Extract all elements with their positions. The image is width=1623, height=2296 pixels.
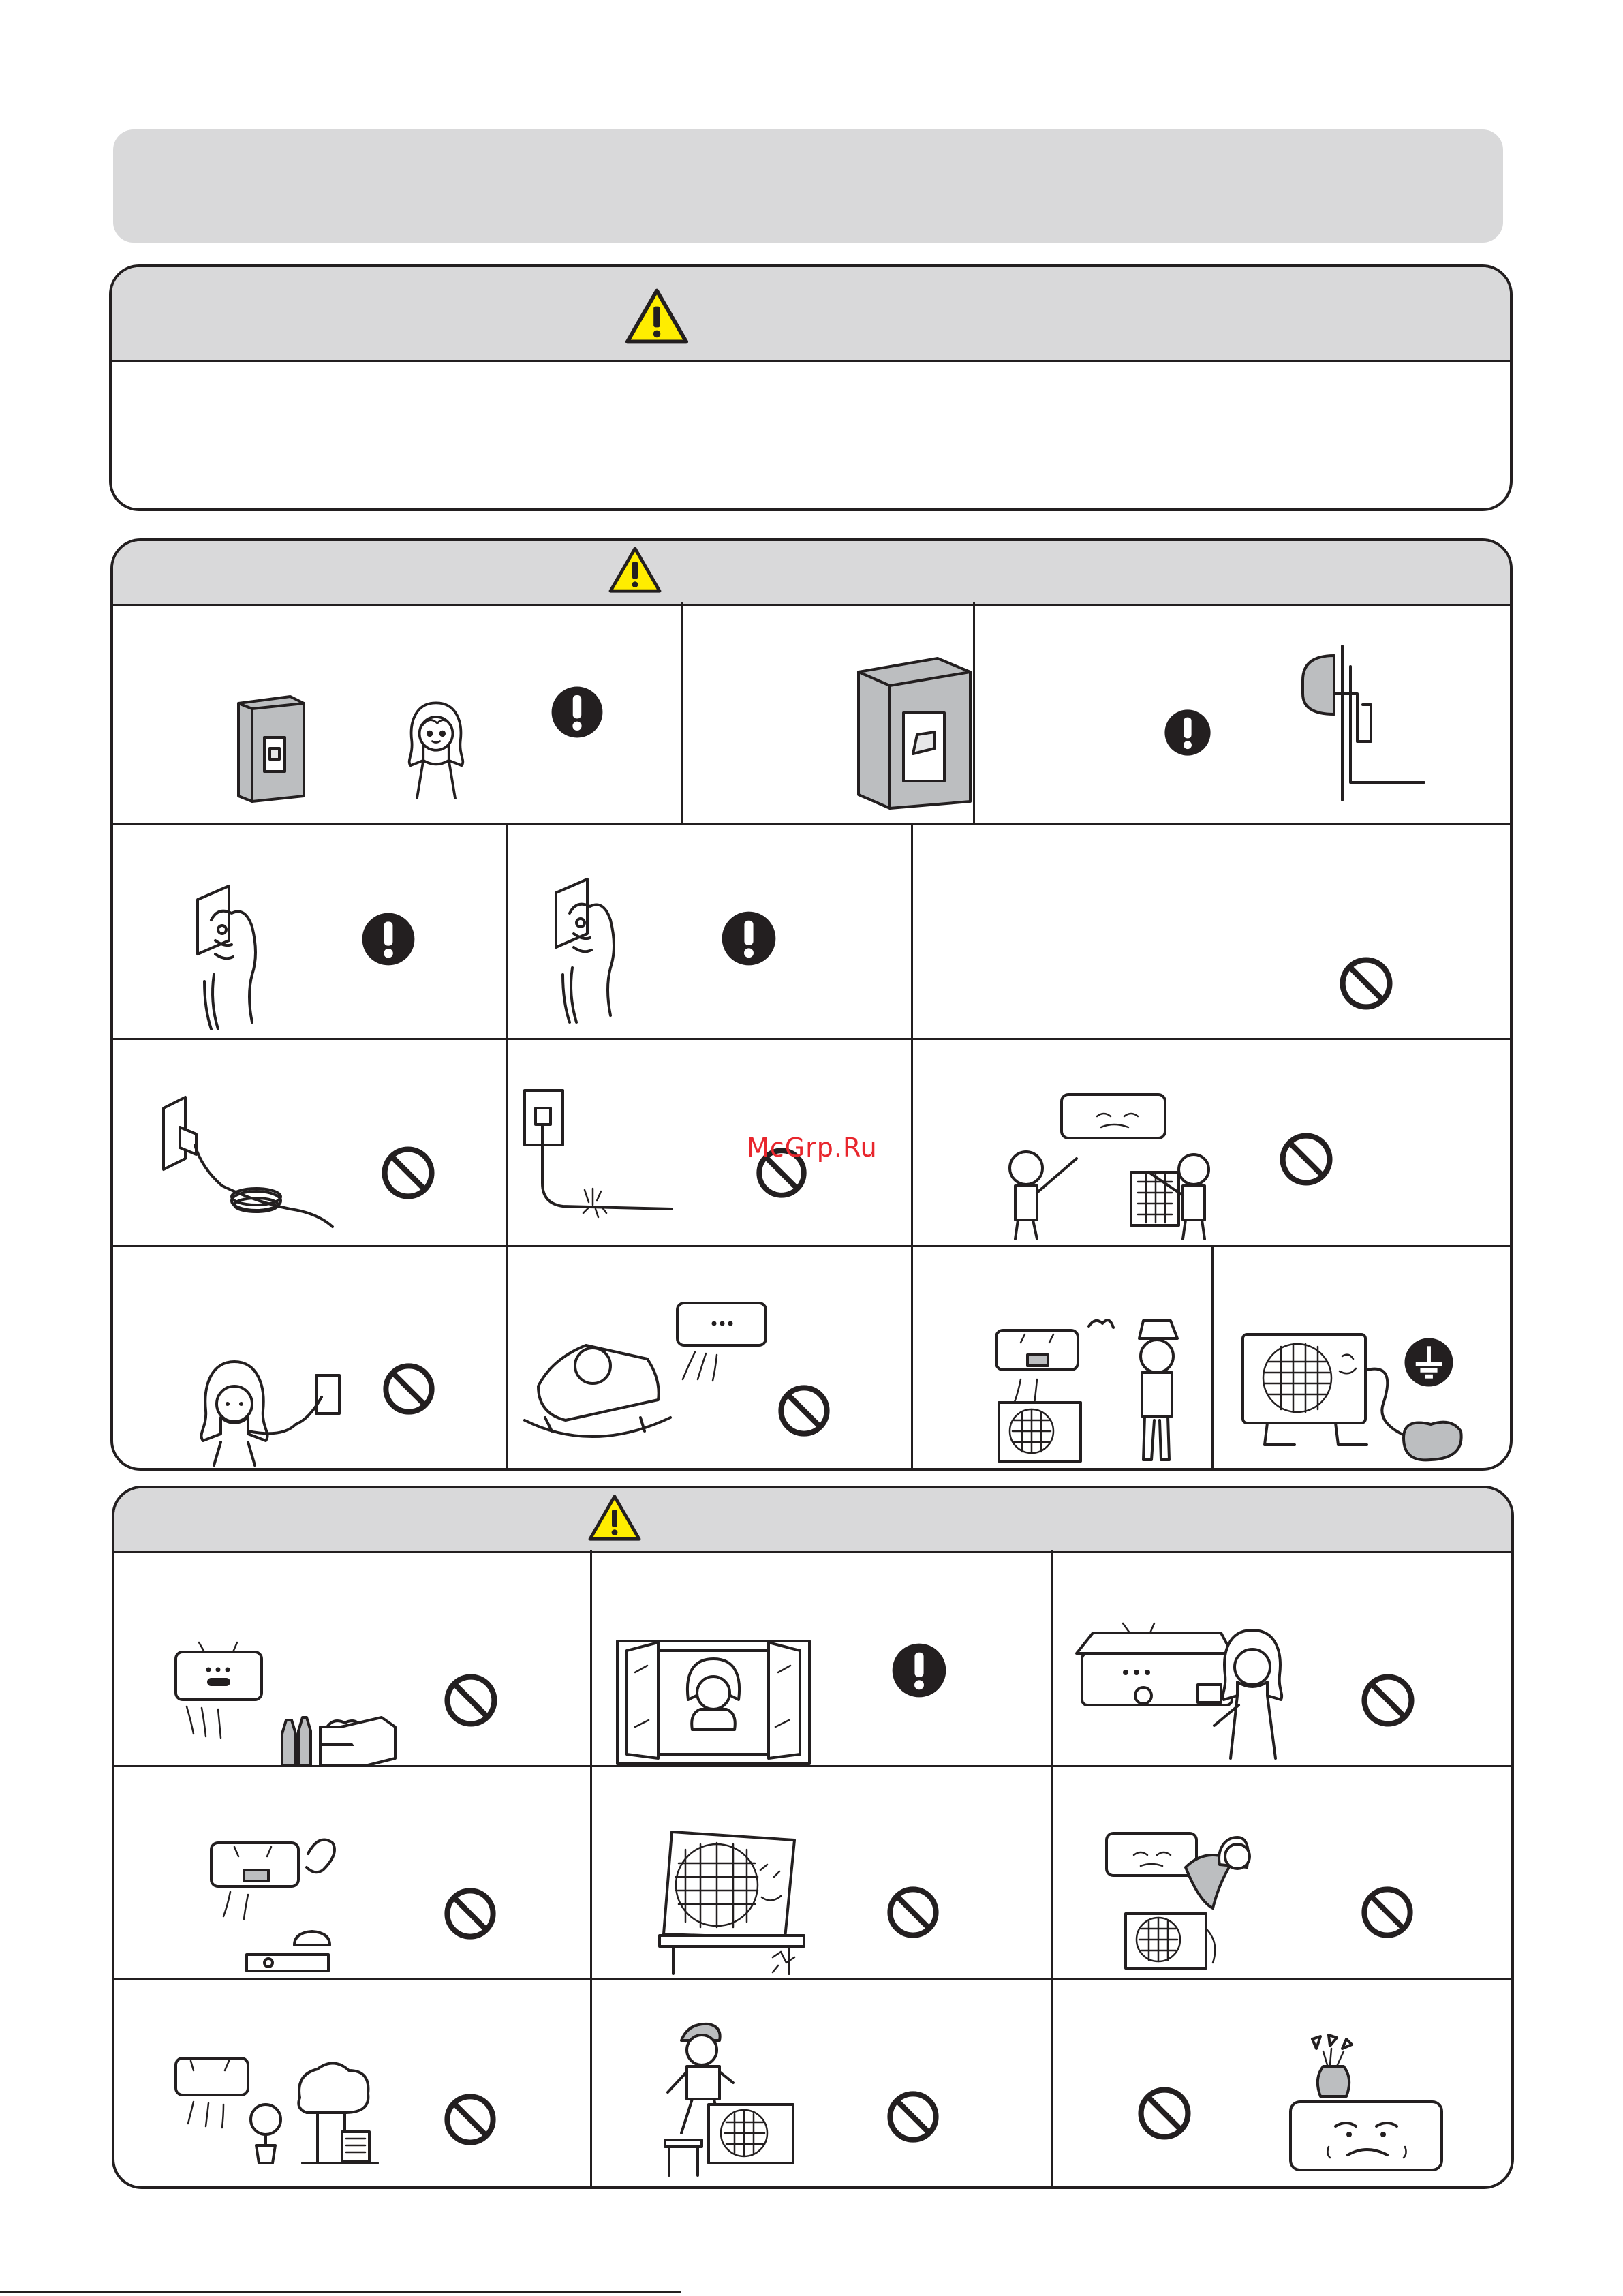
grid-line — [1211, 1245, 1214, 1469]
hand-on-plug-icon — [549, 872, 631, 1022]
child-climbing-icon — [654, 2017, 797, 2175]
footer-rule — [0, 2291, 681, 2293]
grid-line — [112, 1245, 1511, 1247]
circuit-breaker-icon — [856, 652, 973, 811]
prohibited-icon — [443, 2092, 497, 2147]
girl-with-unit-icon — [1068, 1623, 1300, 1760]
grid-line — [1051, 1550, 1053, 2187]
prohibited-icon — [1137, 2085, 1192, 2141]
grid-line — [506, 823, 508, 1469]
plants-icon — [173, 2050, 394, 2164]
caution-box-header — [114, 1488, 1511, 1553]
prohibited-icon — [1360, 1672, 1416, 1728]
prohibited-icon — [777, 1383, 831, 1438]
person-at-outdoor-unit-icon — [993, 1311, 1198, 1463]
damaged-cord-icon — [522, 1088, 672, 1217]
warning-triangle-icon — [608, 545, 662, 594]
prohibited-icon — [382, 1362, 436, 1416]
mandatory-action-icon — [361, 912, 416, 966]
girl-unplugging-icon — [194, 1356, 350, 1465]
notice-box — [109, 264, 1513, 511]
prohibited-icon — [443, 1672, 499, 1728]
grid-line — [114, 1978, 1512, 1980]
page-title-banner — [113, 129, 1503, 243]
grid-line — [112, 823, 1511, 825]
prohibited-icon — [886, 1885, 940, 1940]
gas-stove-icon — [203, 1826, 357, 1978]
mandatory-action-icon — [891, 1642, 947, 1698]
warning-triangle-icon — [587, 1493, 642, 1543]
mandatory-action-icon — [721, 910, 777, 966]
grid-line — [112, 1038, 1511, 1040]
children-with-sticks-icon — [1002, 1093, 1233, 1242]
coiled-cord-icon — [154, 1093, 338, 1234]
grid-line — [681, 602, 683, 823]
girl-icon — [395, 697, 477, 799]
open-window-icon — [615, 1638, 812, 1766]
mandatory-action-icon — [551, 686, 604, 739]
damaged-stand-icon — [658, 1829, 808, 1974]
vase-on-unit-icon — [1288, 2031, 1444, 2174]
baby-in-cradle-icon — [525, 1298, 767, 1448]
prohibited-icon — [380, 1145, 436, 1201]
ground-connector-icon — [1295, 646, 1424, 800]
warning-triangle-icon — [624, 286, 690, 346]
grid-line — [911, 823, 913, 1469]
warning-box-header — [113, 541, 1510, 606]
prohibited-icon — [1278, 1131, 1334, 1187]
prohibited-icon — [1360, 1885, 1415, 1940]
prohibited-icon — [1338, 955, 1394, 1011]
watermark: McGrp.Ru — [747, 1133, 878, 1163]
prohibited-icon — [443, 1886, 497, 1941]
mandatory-action-icon — [1164, 709, 1211, 756]
grid-line — [590, 1550, 592, 2187]
hand-on-plug-icon — [191, 879, 273, 1029]
notice-box-header — [112, 267, 1510, 362]
ground-symbol-icon — [1404, 1337, 1454, 1388]
circuit-breaker-icon — [236, 694, 307, 803]
food-storage-icon — [170, 1638, 402, 1766]
grid-line — [973, 602, 975, 823]
prohibited-icon — [886, 2090, 940, 2144]
spray-icon — [1104, 1826, 1267, 1972]
